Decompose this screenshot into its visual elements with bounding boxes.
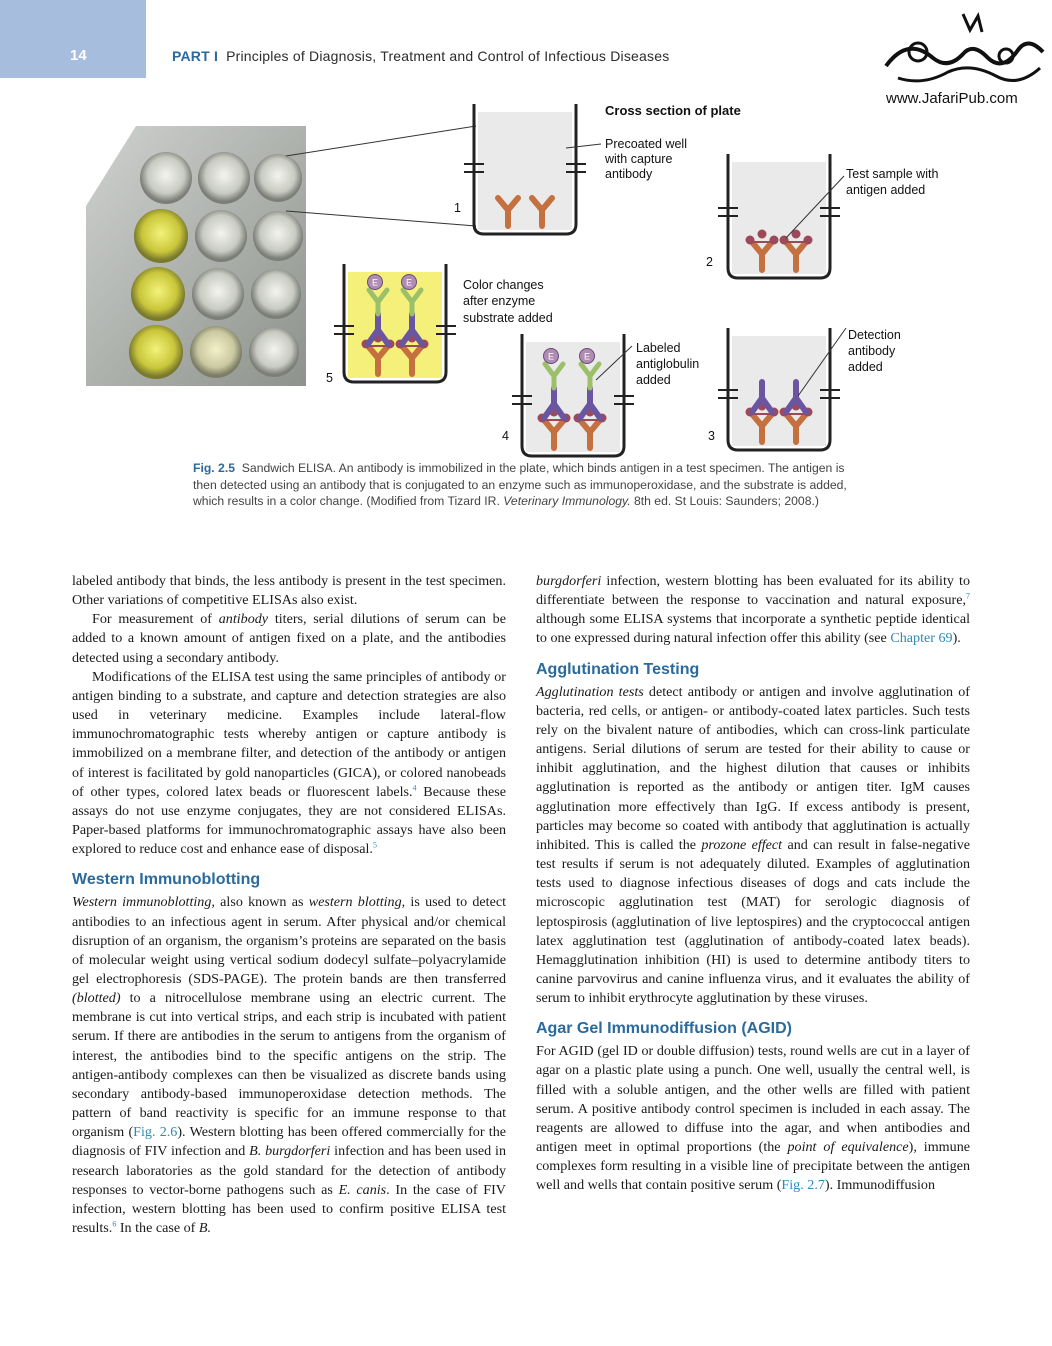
page-number: 14 [70, 47, 87, 64]
well-5 [326, 264, 553, 385]
chapter-link[interactable]: Chapter 69 [890, 630, 953, 647]
paragraph: For measurement of antibody titers, serial dilutions of serum can be added to a known amount of antigen fixed on a plate, and the antibodies detected using a secondary antibody. [72, 611, 506, 666]
left-column [72, 572, 506, 1238]
page-number-box [0, 0, 146, 78]
detection-label: Detection antibody added [848, 328, 901, 374]
reference-link[interactable]: 4 [412, 783, 417, 793]
paragraph: Western immunoblotting, also known as western blotting, is used to detect antibodies to an infectious agent in serum. After physical and/or chemical disruption of an organism, the organism’s proteins are separated on the basis of molecular weight using vertical sodium dodecyl sulfate–polyacrylamide gel electrophoresis (SDS-PAGE). The protein bands are then transferred (blotted) to a nitrocellulose membrane using an electric current. The membrane is cut into vertical strips, and each strip is incubated with patient serum. If there are antibodies in the serum to antigens from the organism of interest, the antibodies bind to the specific antigens on the strip. The antigen-antibody complexes can then be visualized as discrete bands using secondary antibody-based immunoperoxidase detection methods. The pattern of band reactivity is specific for an immune response to that organism (Fig. 2.6). Western blotting has been offered commercially for the diagnosis of FIV infection and B. burgdorferi infection and has been used in research laboratories as the gold standard for the detection of antibody responses to vector-borne pathogens such as E. canis. In the case of FIV infection, western blotting has been used to confirm positive ELISA test results.$^6$ In the case of B. [72, 894, 507, 1236]
color-changes-label: Color changes after enzyme substrate added [463, 278, 553, 325]
step-5-number: 5 [326, 371, 333, 385]
section-heading-agglutination: Agglutination Testing [536, 660, 700, 678]
test-sample-label: Test sample with antigen added [846, 167, 939, 197]
well-4 [502, 334, 703, 456]
reference-link[interactable]: 7 [966, 591, 970, 601]
well-2 [706, 154, 942, 278]
figure-label: Fig. 2.5 [193, 461, 235, 475]
figure-caption: Fig. 2.5 Sandwich ELISA. An antibody is immobilized in the plate, which binds antigen in a test specimen. The antigen is then detected using an antibody that is conjugated to an enzyme such as immunoperoxidase, and the substrate is added, which results in a color change. (Modified from Tizard IR. Veterinary Immunology. 8th ed. St Louis: Saunders; 2008.) [193, 461, 847, 509]
step-1-number: 1 [454, 201, 461, 215]
figure-link[interactable]: Fig. 2.7 [781, 1177, 825, 1194]
running-head [172, 48, 669, 64]
paragraph: Agglutination tests detect antibody or antigen and involve agglutination of bacteria, red cells, or antigen- or antibody-coated latex particles. Such tests rely on the bivalent nature of antibodies, which can cross-link particulate antigens. Serial dilutions of serum are tested for their ability to cause or inhibit agglutination, and the highest dilution that causes or inhibits agglutination is reported as the antibody or antigen titer. IgM causes agglutination more effectively than IgG. If excess antibody is present, particles may become so coated with antibody that agglutination is actually inhibited. This is called the prozone effect and can result in false-negative test results if serum is not adequately diluted. Examples of agglutination tests used to diagnose infectious diseases of dogs and cats include the microscopic agglutination test (MAT) for serologic diagnosis of leptospirosis (agglutination of live leptospires) and the cryptococcal antigen latex agglutination test (agglutination of antibody-coated latex beads). Hemagglutination inhibition (HI) is used to determine antibody titers to canine parvovirus and canine influenza virus, and it evaluates the ability of serum to inhibit erythrocyte agglutination by these viruses. [536, 683, 970, 1007]
figure-title: Cross section of plate [605, 103, 741, 118]
reference-link[interactable]: 5 [372, 840, 377, 850]
watermark-text: www.JafariPub.com [886, 90, 1018, 107]
reference-link[interactable]: 6 [112, 1219, 117, 1229]
step-2-number: 2 [706, 255, 713, 269]
paragraph: labeled antibody that binds, the less antibody is present in the test specimen. Other variations of competitive ELISAs also exist. [72, 573, 506, 609]
figure-link[interactable]: Fig. 2.6 [133, 1124, 178, 1141]
paragraph: Modifications of the ELISA test using the same principles of antibody or antigen binding to a substrate, and capture and detection strategies are also used in veterinary medicine. Examples include lateral-flow immunochromatographic tests whereby antigen or capture antibody is immobilized on a membrane filter, and detection of the antibody or antigen of interest is facilitated by gold nanoparticles (GICA), or colored nanobeads of other types, colored latex beads or fluorescent labels.$^4$ Because these assays do not use enzyme conjugates, they are not considered ELISAs. Paper-based platforms for immunochromatographic assays have also been explored to reduce cost and enhance ease of disposal.$^5$ [72, 668, 506, 858]
paragraph: For AGID (gel ID or double diffusion) tests, round wells are cut in a layer of agar on a plastic plate using a punch. One well, usually the central well, is filled with a soluble antigen, and the other wells are filled with patient serum. A positive antibody control specimen is included in each assay. The reagents are allowed to diffuse into the agar, and when antibodies and antigen meet in optimal proportions (the point of equivalence), immune complexes form resulting in a visible line of precipitate between the antigen well and wells that contain positive serum (Fig. 2.7). Immunodiffusion [536, 1043, 970, 1194]
section-heading-western: Western Immunoblotting [72, 871, 261, 889]
part-title: Principles of Diagnosis, Treatment and Control of Infectious Diseases [226, 48, 670, 64]
right-column [536, 572, 970, 1196]
elisa-figure [86, 96, 966, 468]
labeled-label: Labeled antiglobulin added [636, 341, 700, 387]
precoated-label: Precoated well with capture antibody [605, 137, 687, 181]
well-1 [454, 104, 690, 234]
paragraph: burgdorferi infection, western blotting has been evaluated for its ability to differentiate between the response to vaccination and natural exposure,$^7$ although some ELISA systems that incorporate a synthetic peptide identical to one expressed during natural infection offer this ability (see Chapter 69). [536, 573, 970, 647]
step-4-number: 4 [502, 429, 509, 443]
section-heading-agid: Agar Gel Immunodiffusion (AGID) [536, 1020, 792, 1038]
step-3-number: 3 [708, 429, 715, 443]
part-label: PART I [172, 48, 219, 64]
well-3 [708, 328, 904, 450]
